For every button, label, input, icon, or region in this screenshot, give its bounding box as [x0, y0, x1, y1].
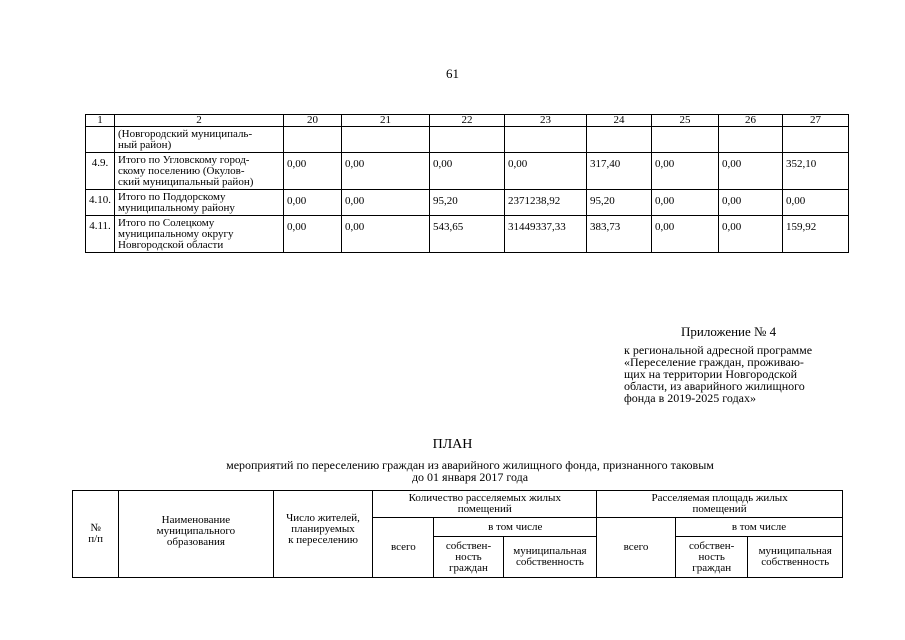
column-number-cell: 27 — [783, 115, 849, 127]
row-municipality-name: (Новгородский муниципаль- ный район) — [115, 127, 284, 153]
row-number: 4.9. — [86, 153, 115, 190]
row-value — [430, 127, 505, 153]
column-number-cell: 24 — [587, 115, 652, 127]
header-residents: Число жителей, планируемых к переселению — [273, 491, 373, 578]
column-number-row — [86, 115, 849, 127]
column-number-cell: 20 — [284, 115, 342, 127]
column-number-cell: 1 — [86, 115, 115, 127]
plan-subtitle: мероприятий по переселению граждан из аварийного жилищного фонда, признанного таковым до 01 января 2017 года — [226, 458, 714, 484]
column-number-cell: 26 — [719, 115, 783, 127]
header-number: № п/п — [73, 491, 119, 578]
row-value — [587, 127, 652, 153]
row-value: 95,20 — [587, 190, 652, 216]
row-number: 4.11. — [86, 216, 115, 253]
continuation-table — [85, 114, 849, 253]
row-value: 0,00 — [284, 153, 342, 190]
row-value: 0,00 — [430, 153, 505, 190]
row-municipality-name: Итого по Поддорскому муниципальному району — [115, 190, 284, 216]
plan-title: ПЛАН — [432, 437, 473, 452]
header-count-municipal: муниципальная собственность — [503, 537, 597, 578]
header-area-total: всего — [597, 518, 676, 578]
column-number-cell: 21 — [342, 115, 430, 127]
row-value — [284, 127, 342, 153]
row-municipality-name: Итого по Угловскому город- скому поселению (Окулов- ский муниципальный район) — [115, 153, 284, 190]
row-number: 4.10. — [86, 190, 115, 216]
column-number-cell: 22 — [430, 115, 505, 127]
column-number-cell: 2 — [115, 115, 284, 127]
appendix-title: Приложение № 4 — [681, 324, 777, 339]
header-count-total: всего — [373, 518, 434, 578]
row-value: 31449337,33 — [505, 216, 587, 253]
row-municipality-name: Итого по Солецкому муниципальному округу Новгородской области — [115, 216, 284, 253]
table-row — [86, 153, 849, 190]
row-value: 0,00 — [652, 190, 719, 216]
row-value: 543,65 — [430, 216, 505, 253]
column-number-cell: 25 — [652, 115, 719, 127]
header-area-municipal: муниципальная собственность — [748, 537, 843, 578]
row-value — [652, 127, 719, 153]
appendix-subtitle: к региональной адресной программе «Переселение граждан, проживаю- щих на территории Новгородской области, из аварийного жилищного фонда в 2019-2025 годах» — [624, 343, 813, 405]
row-value: 0,00 — [284, 190, 342, 216]
row-value: 383,73 — [587, 216, 652, 253]
row-value: 0,00 — [505, 153, 587, 190]
page-number: 61 — [446, 66, 459, 81]
header-area-group: Расселяемая площадь жилых помещений — [597, 491, 843, 518]
row-value: 0,00 — [284, 216, 342, 253]
column-number-cell: 23 — [505, 115, 587, 127]
row-value — [783, 127, 849, 153]
row-value: 95,20 — [430, 190, 505, 216]
row-value — [719, 127, 783, 153]
header-count-group: Количество расселяемых жилых помещений — [373, 491, 597, 518]
table-row — [86, 190, 849, 216]
row-value: 0,00 — [783, 190, 849, 216]
row-value — [505, 127, 587, 153]
row-value: 0,00 — [719, 190, 783, 216]
header-area-including: в том числе — [675, 518, 842, 537]
header-municipality: Наименование муниципального образования — [119, 491, 273, 578]
row-value: 159,92 — [783, 216, 849, 253]
row-value: 0,00 — [342, 153, 430, 190]
row-value: 2371238,92 — [505, 190, 587, 216]
row-value: 0,00 — [652, 153, 719, 190]
row-value: 0,00 — [342, 190, 430, 216]
row-value: 352,10 — [783, 153, 849, 190]
row-value: 317,40 — [587, 153, 652, 190]
row-number — [86, 127, 115, 153]
header-count-owned-citizens: собствен- ность граждан — [434, 537, 503, 578]
row-value: 0,00 — [652, 216, 719, 253]
header-area-owned-citizens: собствен- ность граждан — [675, 537, 747, 578]
plan-table — [72, 490, 843, 578]
table-row — [86, 127, 849, 153]
row-value — [342, 127, 430, 153]
row-value: 0,00 — [719, 153, 783, 190]
header-count-including: в том числе — [434, 518, 597, 537]
row-value: 0,00 — [719, 216, 783, 253]
table-row — [86, 216, 849, 253]
row-value: 0,00 — [342, 216, 430, 253]
